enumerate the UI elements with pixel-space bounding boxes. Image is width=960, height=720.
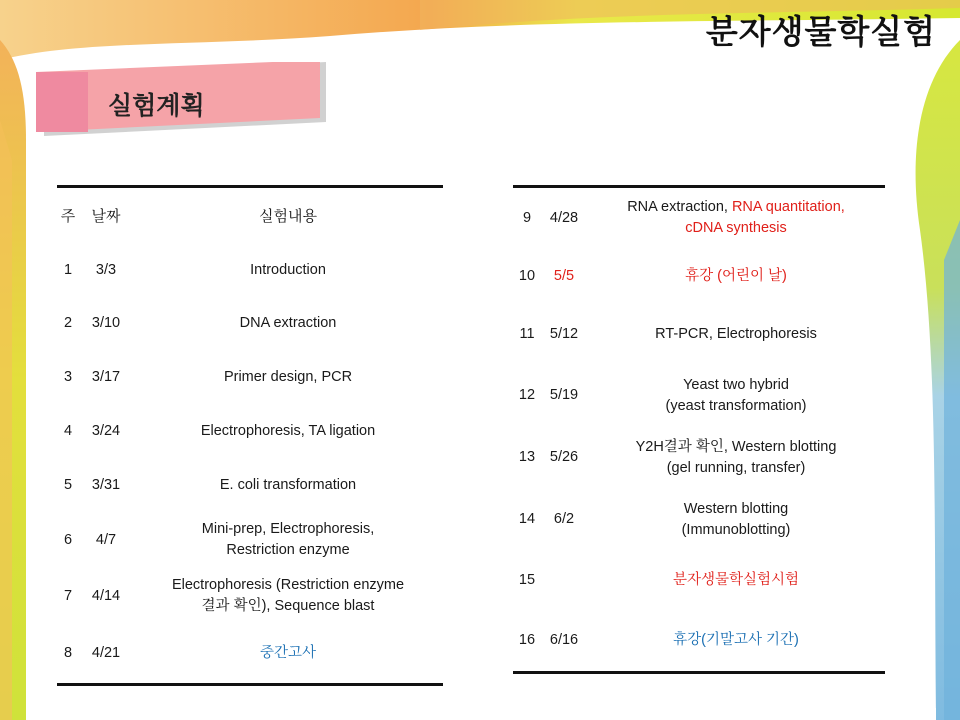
date-cell: 3/3 [95,262,117,278]
column-header-date: 날짜 [91,206,121,225]
content-cell-exam: 분자생물학실험시험 [672,572,800,588]
date-cell: 3/31 [91,476,121,493]
content-line: Electrophoresis (Restriction enzyme [171,577,405,593]
content-line: (yeast transformation) [665,397,807,414]
section-tab [36,62,326,136]
week-cell: 4 [63,422,73,439]
content-line: 결과 확인), Sequence blast [201,598,375,614]
week-cell: 16 [518,632,536,649]
week-cell: 15 [518,572,536,588]
schedule-table-right [513,185,885,674]
content-cell: Introduction [250,262,326,278]
date-cell: 4/14 [91,587,121,604]
week-cell: 13 [518,449,536,465]
table-row [513,305,885,365]
table-header-row [57,187,443,245]
content-line: Western blotting [683,500,789,517]
table-row [513,249,885,305]
date-cell: 3/17 [91,368,121,385]
content-cell-holiday: 휴강 (어린이 날) [685,268,787,284]
schedule-table-left [57,185,443,686]
content-cell [587,427,885,489]
content-line: (gel running, transfer) [666,459,806,476]
week-cell: 2 [63,315,73,331]
table-row [513,427,885,489]
content-line: Restriction enzyme [226,542,350,558]
table-row [57,512,443,568]
date-cell: 6/2 [553,511,575,527]
content-cell: Primer design, PCR [223,368,353,385]
content-cell: DNA extraction [239,315,337,331]
content-cell [587,365,885,427]
page-title: 분자생물학실험 [705,12,936,51]
week-cell: 3 [63,368,73,385]
table-row [57,350,443,404]
content-line: cDNA synthesis [685,220,787,237]
table-row [57,624,443,684]
week-cell: 1 [63,262,73,278]
content-line: (Immunoblotting) [681,521,791,538]
table-row [57,244,443,297]
content-cell: Electrophoresis, TA ligation [200,422,376,439]
column-header-content: 실험내용 [259,206,317,225]
week-cell: 7 [63,587,73,604]
content-cell [133,512,443,568]
date-cell: 3/10 [91,315,121,331]
column-header-week: 주 [60,206,76,225]
section-tab-label: 실험계획 [108,91,205,120]
content-text-highlight: RNA quantitation, [731,199,845,216]
date-cell: 6/16 [549,632,579,649]
table-row [513,611,885,673]
table-row [57,404,443,458]
week-cell: 5 [63,476,73,493]
content-line [587,197,885,218]
week-cell: 6 [63,531,73,548]
date-cell: 4/21 [91,644,121,661]
table-row [57,297,443,350]
date-cell: 5/5 [553,268,575,284]
date-cell: 5/19 [549,387,579,403]
content-cell [587,187,885,249]
table-row [57,458,443,512]
table-row [57,568,443,624]
date-cell: 4/7 [95,531,117,548]
week-cell: 14 [518,511,536,527]
date-cell: 4/28 [549,209,579,226]
content-text: RNA extraction, [627,199,732,216]
week-cell: 11 [519,326,535,342]
table-row [513,365,885,427]
date-cell: 5/26 [549,449,579,465]
content-line: Mini-prep, Electrophoresis, [201,521,375,537]
content-line: Yeast two hybrid [683,376,789,393]
content-cell [133,568,443,624]
week-cell: 10 [518,268,536,284]
week-cell: 12 [518,387,536,403]
table-row [513,551,885,611]
date-cell: 5/12 [549,326,579,342]
table-row [513,187,885,249]
content-cell-final-break: 휴강(기말고사 기간) [673,632,799,649]
content-cell: RT-PCR, Electrophoresis [655,326,817,342]
content-cell-midterm: 중간고사 [259,644,317,661]
content-line: Y2H결과 확인, Western blotting [635,438,837,455]
week-cell: 8 [63,644,73,661]
content-cell: E. coli transformation [219,476,357,493]
content-cell [587,489,885,551]
week-cell: 9 [522,209,532,226]
table-row [513,489,885,551]
date-cell [541,551,587,611]
date-cell: 3/24 [91,422,121,439]
